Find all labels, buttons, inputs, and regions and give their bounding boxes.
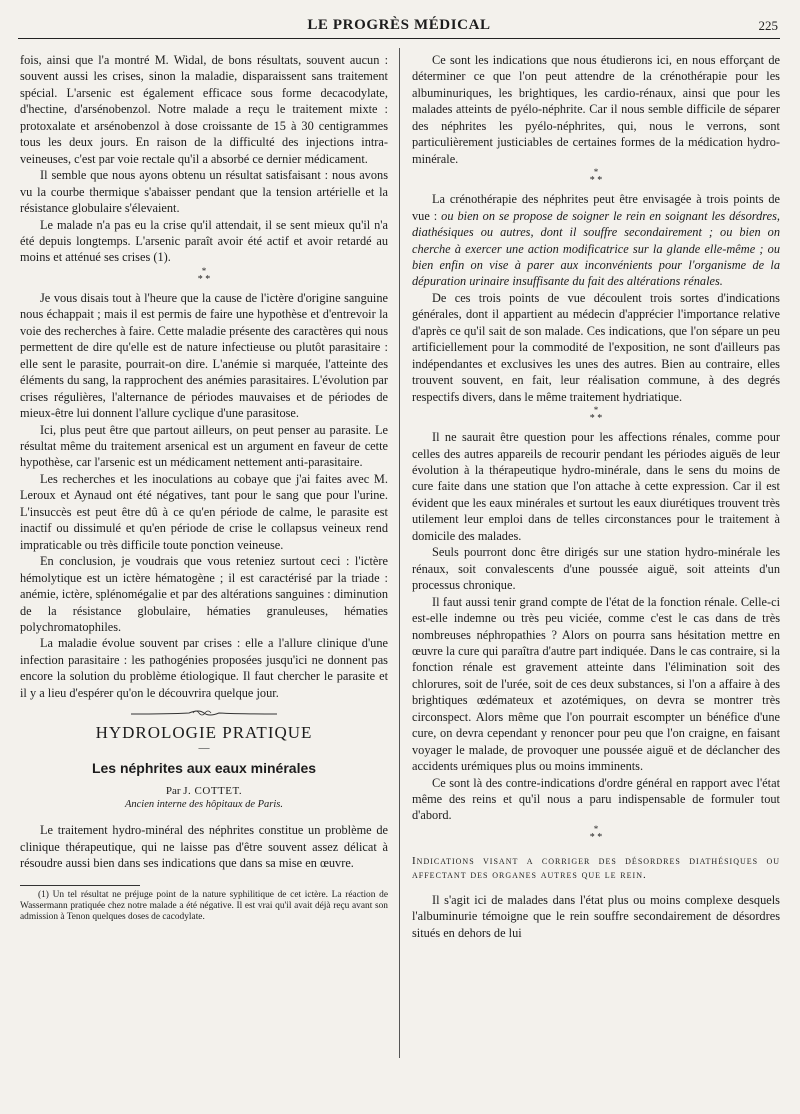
asterism-top: *: [201, 265, 207, 276]
paragraph: Ce sont les indications que nous étudierons ici, en nous efforçant de déterminer ce que l'on peut attendre de la crénothérapie pour les albuminuriques, les brightiques, les cardio-rénaux, ainsi que pour les malades atteints de pyélo-néphrite. Car il nous semble difficile de séparer des néphrites les pyélo-néphrites, qui, nous le verrons, sont particulièrement justiciables de certaines formes de la médication hydro-minérale.: [412, 53, 780, 166]
right-column: [412, 52, 780, 941]
author-affiliation: Ancien interne des hôpitaux de Paris.: [124, 799, 284, 811]
article-paragraph: Le traitement hydro-minéral des néphrites constitue un problème de clinique thérapeutique, qui ne laisse pas d'être souvent assez délicat à résoudre aussi bien dans ses indications que dans sa mise en œuvre.: [20, 823, 388, 871]
asterism-bottom: * *: [589, 831, 603, 843]
column-divider: [399, 48, 400, 1058]
asterism-bottom: * *: [589, 413, 603, 425]
paragraph: [412, 191, 780, 290]
asterism: [412, 405, 780, 429]
byline-par: Par: [165, 785, 181, 798]
paragraph-lead: La crénothérapie des néphrites peut être envisagée à trois points de vue :: [412, 192, 780, 223]
asterism: [412, 824, 780, 848]
byline: [20, 784, 388, 798]
paragraph: fois, ainsi que l'a montré M. Widal, de bons résultats, souvent aucun : souvent aussi les crises, sinon la maladie, disparaissent sans traitement spécial. L'arsenic est également efficace sous forme decacodylate, d'hectine, d'arsénobenzol. Notre malade a reçu le traitement mixte : protoxalate et arsénobenzol à dose croissante de 15 à 30 centigrammes tous les deux jours. En raison de la difficulté des injections intra-veineuses, c'est par voie rectale qu'il a absorbé ce dernier médicament.: [20, 53, 388, 166]
asterism-top: *: [593, 823, 599, 834]
section-rubric: HYDROLOGIE PRATIQUE: [95, 723, 313, 743]
asterism-top: *: [593, 167, 599, 178]
article-title: Les néphrites aux eaux minérales: [91, 759, 317, 776]
author-name: J. COTTET.: [183, 785, 243, 798]
section-heading: Indications visant a corriger des désordres diathésiques ou affectant des organes autres que le rein.: [412, 854, 780, 881]
paragraph: De ces trois points de vue découlent trois sortes d'indications générales, dont il appartient au médecin d'apprécier l'importance relative d'après ce qu'il sait de son malade. Ces indications, que l'on sépare un peu artificiellement pour la commodité de l'exposition, ne sont d'ailleurs pas indépendantes et exclusives les unes des autres. Bien au contraire, elles trouvent souvent, en fait, leur réalisation commune, à des degrés respectifs divers, dans le même traitement hydriatique.: [412, 290, 780, 404]
asterism-bottom: * *: [197, 273, 211, 285]
asterism: [20, 266, 388, 290]
paragraph: Il semble que nous ayons obtenu un résultat satisfaisant : nous avons vu la courbe thermique s'abaisser pendant que la tension artérielle et la résistance globulaire s'élevaient.: [20, 168, 388, 216]
paragraph: Je vous disais tout à l'heure que la cause de l'ictère d'origine sanguine nous échappait ; mais il est permis de faire une hypothèse et d'entrevoir la voie des recherches à faire. Cette maladie présente des caractères qui nous permettent de dire qu'elle est de nature infectieuse ou plutôt parasitaire : elle sent le parasite, pourrait-on dire. L'anémie si marquée, l'atteinte des éléments du sang, la rapprochent des anémies parasitaires. L'évolution par crises régulières, l'alternance de périodes mauvaises et de périodes de mieux-être lui donnent l'allure cyclique d'une parasitose.: [20, 290, 388, 421]
paragraph: Ici, plus peut être que partout ailleurs, on peut penser au parasite. Le résultat même du traitement arsenical est un argument en faveur de cette hypothèse, car l'arsenic est un médicament nettement anti-parasitaire.: [20, 422, 388, 470]
asterism-top: *: [593, 405, 599, 416]
paragraph: Seuls pourront donc être dirigés sur une station hydro-minérale les rénaux, soit convalescents d'une poussée aiguë, soit atteints d'un processus chronique.: [412, 545, 780, 593]
paragraph: Le malade n'a pas eu la crise qu'il attendait, il se sent mieux qu'il n'a été depuis longtemps. L'arsenic paraît avoir été actif et avoir retardé au moins et atténué ses crises (1).: [20, 217, 388, 265]
paragraph-italic: ou bien on se propose de soigner le rein en soignant les désordres, diathésiques ou autres, dont il souffre secondairement ; ou bien on cherche à exercer une action modificatrice sur la glande elle-même ; ou bien enfin on vise à parer aux inconvénients pour l'organisme de la dépuration urinaire insuffisante du fait des altérations rénales.: [412, 208, 780, 289]
paragraph: Les recherches et les inoculations au cobaye que j'ai faites avec M. Leroux et Aynaud ont été négatives, tant pour le sang que pour l'urine. L'insuccès est peut être dû à ce qu'en période de calme, le parasite est inactif ou dissimulé et qu'en période de crise le collapsus veineux rend impraticable ou très difficile toute ponction veineuse.: [20, 471, 388, 552]
page-header: [18, 14, 780, 39]
paragraph: Il ne saurait être question pour les affections rénales, comme pour celles des autres appareils de recourir pendant les périodes aiguës de leur évolution à la thérapeutique hydro-minérale, dans le sens du moins de cure faite dans une station que l'on attache à cette expression. Car il est évident que les eaux minérales et surtout les eaux diurétiques trouvent très utilement leur emploi dans de telles circonstances pour le traitement à domicile des malades.: [412, 430, 780, 543]
left-column: [20, 52, 388, 923]
paragraph: Il faut aussi tenir grand compte de l'état de la fonction rénale. Celle-ci est-elle indemne ou très peu viciée, comme c'est le cas dans de très nombreuses néphropathies ? Alors on pourra sans hésitation mettre en œuvre la cure qui paraîtra d'autre part indiquée. Dans le cas contraire, si la fonction rénale est gravement atteinte dans l'élimination soit des chlorures, soit de l'urée, soit de ces deux substances, si l'on a affaire à des brightiques œdémateux et azotémiques, on devra se montrer très circonspect. Alors même que l'on pourrait escompter un bénéfice d'une cure, on devra cependant y renoncer pour peu que l'on craigne, en faisant voyager le malade, de provoquer une poussée aiguë et de déclancher des accidents urémiques plus ou moins imminents.: [412, 594, 780, 774]
footnote-rule: [20, 885, 140, 886]
asterism: [412, 167, 780, 191]
rubric-dash: —: [198, 741, 210, 754]
ornament-divider: [20, 707, 388, 721]
asterism-bottom: * *: [589, 175, 603, 187]
footnote: (1) Un tel résultat ne préjuge point de la nature syphilitique de cet ictère. La réaction de Wassermann pratiquée chez notre malade a été négative. Il est vrai qu'il avait déjà reçu avant son admission à Tenon quelques doses de cacodylate.: [20, 890, 388, 923]
journal-title: LE PROGRÈS MÉDICAL: [307, 17, 491, 33]
paragraph: La maladie évolue souvent par crises : elle a l'allure clinique d'une infection parasitaire : les pathogénies proposées jusqu'ici ne donnent pas encore la solution du problème étiologique. Il faut chercher le parasite et il y a lieu d'espérer qu'on le découvrira quelque jour.: [20, 636, 388, 700]
paragraph: Il s'agit ici de malades dans l'état plus ou moins complexe desquels l'albuminurie témoigne que le rein souffre secondairement de désordres situés en dehors de lui: [412, 892, 780, 940]
paragraph: En conclusion, je voudrais que vous reteniez surtout ceci : l'ictère hémolytique est un ictère hématogène ; il est caractérisé par la triade : anémie, ictère, splénomégalie et par des altérations sanguines : diminution de la résistance globulaire, hématies granuleuses, hématies polychromatophiles.: [20, 554, 388, 634]
page-number: 225: [758, 18, 778, 33]
paragraph: Ce sont là des contre-indications d'ordre général en rapport avec l'état même des reins et qu'il nous a paru indispensable de formuler tout d'abord.: [412, 775, 780, 823]
